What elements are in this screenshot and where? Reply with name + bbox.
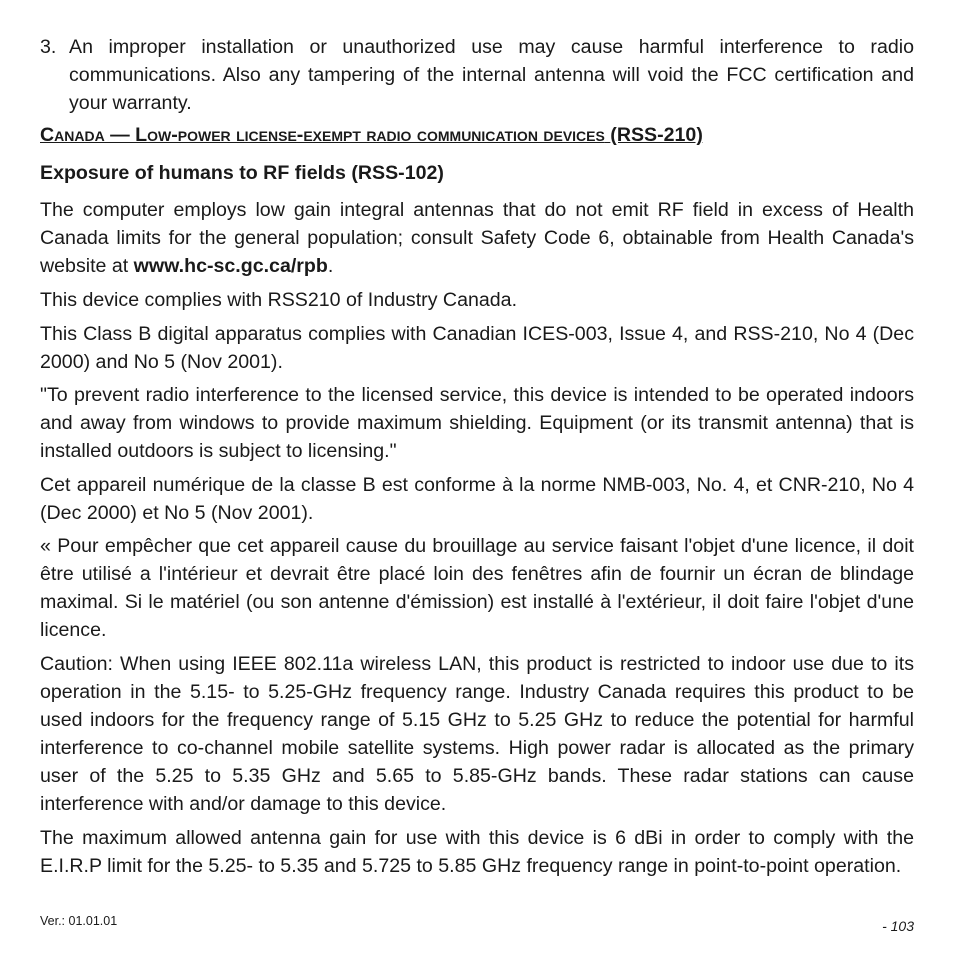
paragraph-rss210: This device complies with RSS210 of Industry Canada. bbox=[40, 289, 518, 311]
paragraph-rf-exposure bbox=[40, 196, 914, 280]
section-heading-code: (RSS-210) bbox=[610, 124, 703, 146]
paragraph-antenna-gain: The maximum allowed antenna gain for use with this device is 6 dBi in order to comply with the E.I.R.P limit for the 5.25- to 5.35 and 5.725 to 5.85 GHz frequency range in point-to-point operation. bbox=[40, 827, 914, 877]
paragraph-french-class-b: Cet appareil numérique de la classe B est conforme à la norme NMB-003, No. 4, et CNR-210, No 4 (Dec 2000) et No 5 (Nov 2001). bbox=[40, 474, 914, 524]
paragraph-class-b: This Class B digital apparatus complies with Canadian ICES-003, Issue 4, and RSS-210, No 4 (Dec 2000) and No 5 (Nov 2001). bbox=[40, 323, 914, 373]
paragraph-french-quote: « Pour empêcher que cet appareil cause du brouillage au service faisant l'objet d'une licence, il doit être utilisé a l'intérieur et devrait être placé loin des fenêtres afin de fournir un écran de blindage maximal. Si le matériel (ou son antenne d'émission) est installé à l'extérieur, il doit faire l'objet d'une licence. bbox=[40, 535, 914, 641]
list-text: An improper installation or unauthorized use may cause harmful interference to radio communications. Also any tampering of the internal antenna will void the FCC certification and your warranty. bbox=[69, 36, 914, 114]
list-number: 3. bbox=[40, 36, 57, 58]
section-heading bbox=[40, 124, 914, 147]
paragraph-text: The computer employs low gain integral antennas that do not emit RF field in excess of Health Canada limits for the general population; consult Safety Code 6, obtainable from Health Canada's website at bbox=[40, 199, 914, 277]
version-label: Ver.: 01.01.01 bbox=[40, 914, 118, 928]
page-number: - 103 bbox=[882, 918, 914, 934]
paragraph-end: . bbox=[327, 255, 334, 277]
paragraph-interference-quote: "To prevent radio interference to the licensed service, this device is intended to be operated indoors and away from windows to provide maximum shielding. Equipment (or its transmit antenna) that is installed outdoors is subject to licensing." bbox=[40, 384, 914, 462]
list-item bbox=[40, 33, 914, 117]
subheading: Exposure of humans to RF fields (RSS-102) bbox=[40, 162, 444, 184]
section-heading-title: Canada — Low-power license-exempt radio communication devices bbox=[40, 124, 605, 146]
paragraph-caution: Caution: When using IEEE 802.11a wireless LAN, this product is restricted to indoor use due to its operation in the 5.15- to 5.25-GHz frequency range. Industry Canada requires this product to be used indoors for the frequency range of 5.15 GHz to 5.25 GHz to reduce the potential for harmful interference to co-channel mobile satellite systems. High power radar is allocated as the primary user of the 5.25 to 5.35 GHz and 5.65 to 5.85-GHz bands. These radar stations can cause interference with and/or damage to this device. bbox=[40, 653, 914, 815]
health-canada-link[interactable]: www.hc-sc.gc.ca/rpb bbox=[133, 255, 328, 277]
